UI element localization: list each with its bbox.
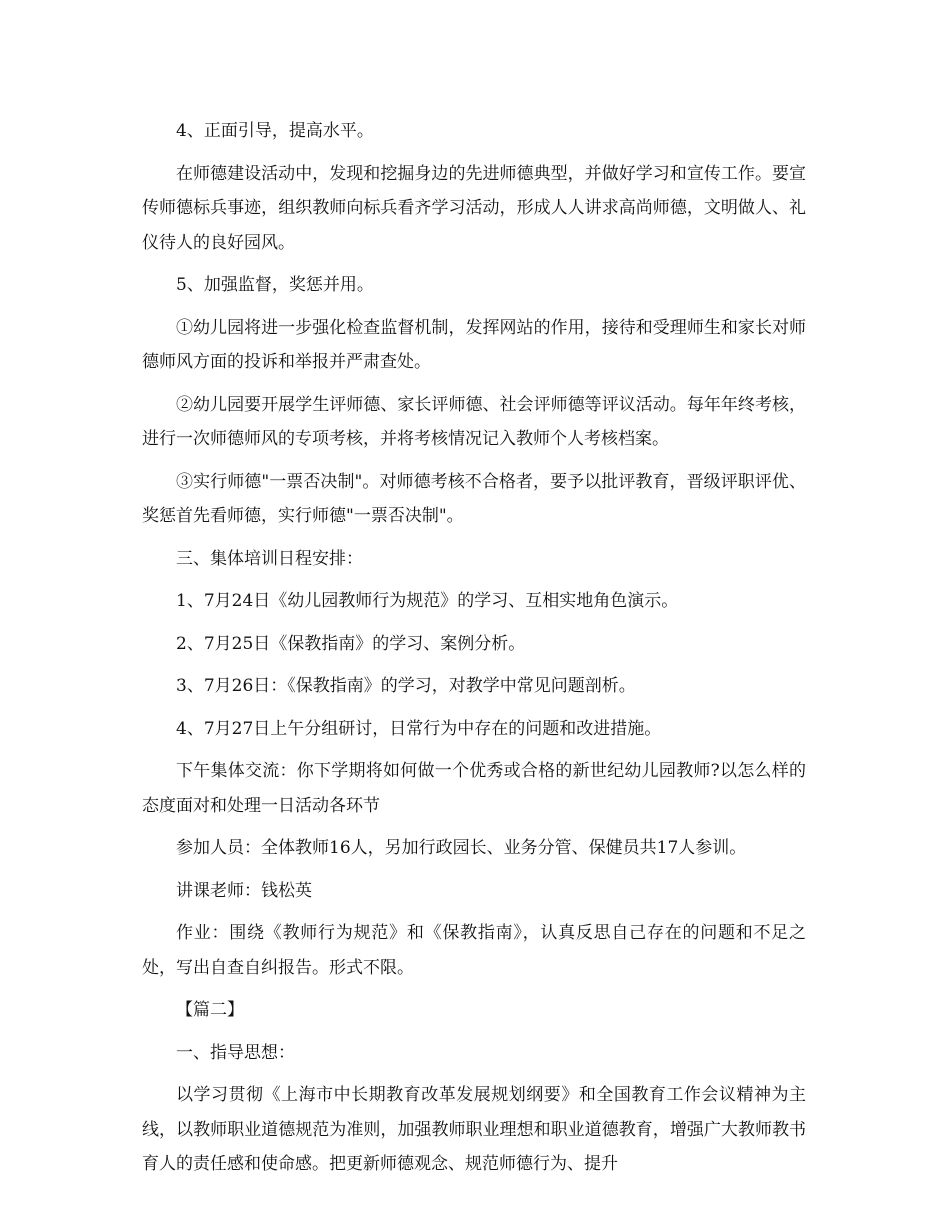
section-heading-positive-guidance: 4、正面引导，提高水平。 [176, 121, 374, 141]
paragraph-supervision-1: ①幼儿园将进一步强化检查监督机制，发挥网站的作用，接待和受理师生和家长对师德师风方面的投诉和举报并严肃查处。 [142, 317, 806, 372]
paragraph-supervision-2: ②幼儿园要开展学生评师德、家长评师德、社会评师德等评议活动。每年年终考核，进行一次师德师风的专项考核，并将考核情况记入教师个人考核档案。 [142, 394, 806, 449]
paragraph-model-teachers: 在师德建设活动中，发现和挖掘身边的先进师德典型，并做好学习和宣传工作。要宣传师德标兵事迹，组织教师向标兵看齐学习活动，形成人人讲求高尚师德，文明做人、礼仪待人的良好园风。 [142, 163, 806, 253]
section-heading-training-schedule: 三、集体培训日程安排： [176, 548, 363, 569]
schedule-item-1: 1、7月24日《幼儿园教师行为规范》的学习、互相实地角色演示。 [176, 591, 679, 611]
schedule-item-4: 4、7月27日上午分组研讨，日常行为中存在的问题和改进措施。 [176, 718, 662, 739]
schedule-item-3: 3、7月26日：《保教指南》的学习，对教学中常见问题剖析。 [176, 676, 636, 696]
paragraph-lecturer: 讲课老师：钱松英 [176, 880, 312, 901]
document-body [142, 114, 806, 1190]
section-heading-guiding-ideology: 一、指导思想： [176, 1042, 295, 1063]
paragraph-supervision-3: ③实行师德"一票否决制"。对师德考核不合格者，要予以批评教育，晋级评职评优、奖惩首先看师德，实行师德"一票否决制"。 [142, 471, 806, 526]
paragraph-guiding-ideology: 以学习贯彻《上海市中长期教育改革发展规划纲要》和全国教育工作会议精神为主线，以教师职业道德规范为准则，加强教师职业理想和职业道德教育，增强广大教师教书育人的责任感和使命感。把更新师德观念、规范师德行为、提升 [142, 1085, 806, 1174]
schedule-item-2: 2、7月25日《保教指南》的学习、案例分析。 [176, 633, 526, 654]
paragraph-afternoon-exchange: 下午集体交流：你下学期将如何做一个优秀或合格的新世纪幼儿园教师?以怎么样的态度面对和处理一日活动各环节 [142, 761, 806, 816]
paragraph-participants: 参加人员：全体教师16人，另加行政园长、业务分管、保健员共17人参训。 [176, 838, 747, 858]
section-heading-part-two: 【篇二】 [176, 1000, 244, 1020]
section-heading-supervision: 5、加强监督，奖惩并用。 [176, 275, 374, 295]
paragraph-homework: 作业：围绕《教师行为规范》和《保教指南》，认真反思自己存在的问题和不足之处，写出自查自纠报告。形式不限。 [142, 923, 806, 978]
